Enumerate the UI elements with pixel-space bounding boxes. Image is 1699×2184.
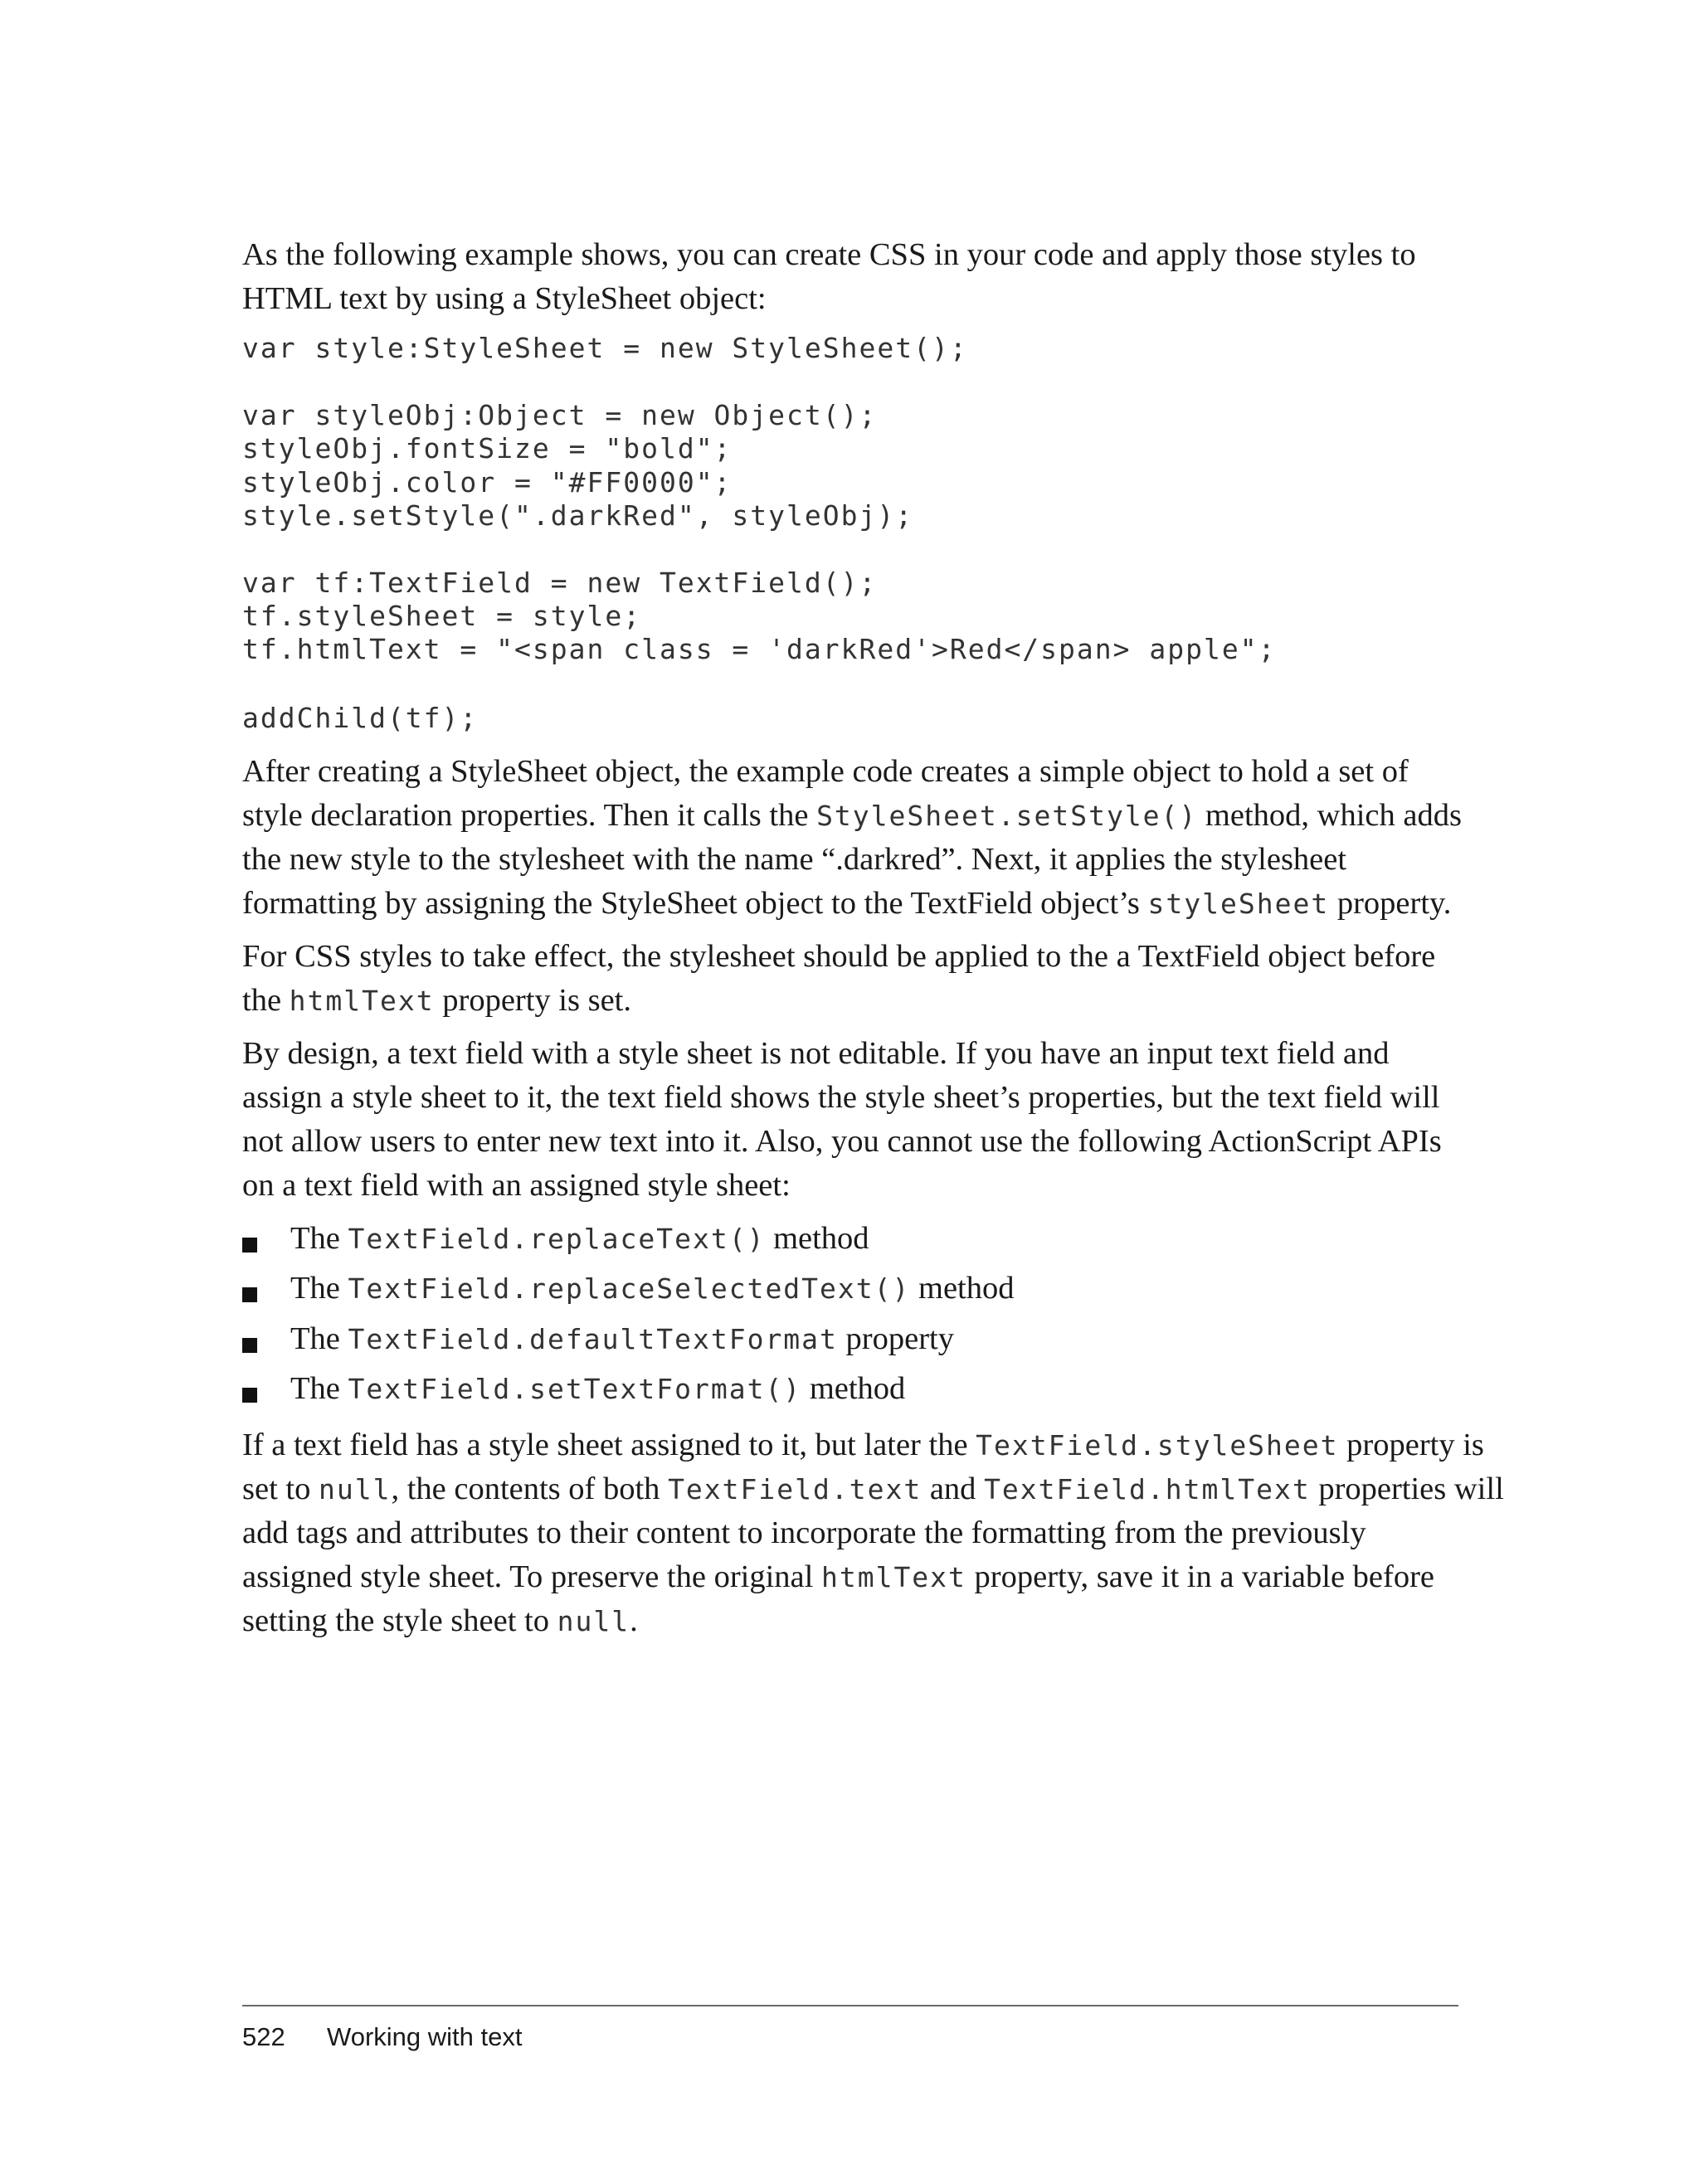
text-run: . xyxy=(630,1603,638,1638)
para4-line-4 xyxy=(242,1561,1434,1593)
text-run: method xyxy=(765,1221,869,1256)
bullet-item-4 xyxy=(290,1373,905,1405)
inline-code: styleSheet xyxy=(1147,888,1330,920)
para2-line-1: For CSS styles to take effect, the stylesheet should be applied to the a TextField object before xyxy=(242,939,1436,974)
code-line-4: styleObj.color = "#FF0000"; xyxy=(242,466,733,499)
inline-code: null xyxy=(318,1473,392,1505)
inline-code: TextField.text xyxy=(668,1473,923,1505)
text-run: the xyxy=(242,983,290,1018)
inline-code: htmlText xyxy=(289,985,435,1017)
text-run: property. xyxy=(1329,886,1452,921)
para3-line-2: assign a style sheet to it, the text field shows the style sheet’s properties, but the text field will xyxy=(242,1080,1440,1115)
text-run: The xyxy=(290,1371,348,1406)
text-run: The xyxy=(290,1271,348,1306)
text-run: and xyxy=(922,1471,985,1506)
text-run: set to xyxy=(242,1471,319,1506)
inline-code: TextField.htmlText xyxy=(984,1473,1311,1505)
inline-code: TextField.replaceSelectedText() xyxy=(348,1272,911,1305)
para1-line-1: After creating a StyleSheet object, the example code creates a simple object to hold a set of xyxy=(242,754,1409,789)
bullet-item-3 xyxy=(290,1323,954,1355)
bullet-marker xyxy=(242,1238,257,1253)
footer-divider xyxy=(242,2005,1458,2006)
text-run: , the contents of both xyxy=(391,1471,669,1506)
bullet-marker xyxy=(242,1388,257,1403)
para1-line-3: the new style to the stylesheet with the name “.darkred”. Next, it applies the stylesheet xyxy=(242,842,1347,877)
code-line-2: var styleObj:Object = new Object(); xyxy=(242,399,878,431)
inline-code: htmlText xyxy=(820,1561,966,1593)
para1-line-2 xyxy=(242,800,1462,832)
code-line-6: var tf:TextField = new TextField(); xyxy=(242,567,878,599)
bullet-marker xyxy=(242,1338,257,1353)
code-line-1: var style:StyleSheet = new StyleSheet(); xyxy=(242,332,968,364)
para3-line-3: not allow users to enter new text into it. Also, you cannot use the following ActionScript APIs xyxy=(242,1124,1442,1159)
text-run: setting the style sheet to xyxy=(242,1603,557,1638)
inline-code: TextField.replaceText() xyxy=(348,1223,766,1255)
code-line-7: tf.styleSheet = style; xyxy=(242,600,642,632)
section-title: Working with text xyxy=(327,2022,523,2051)
text-run: property is set. xyxy=(434,983,631,1018)
text-run: method xyxy=(801,1371,906,1406)
para1-line-4 xyxy=(242,888,1451,920)
text-run: method xyxy=(910,1271,1015,1306)
para4-line-1 xyxy=(242,1429,1484,1462)
inline-code: null xyxy=(557,1605,630,1637)
bullet-item-2 xyxy=(290,1272,1015,1305)
code-line-3: styleObj.fontSize = "bold"; xyxy=(242,432,733,465)
code-line-9: addChild(tf); xyxy=(242,702,479,734)
text-run: The xyxy=(290,1321,348,1356)
bullet-item-1 xyxy=(290,1223,869,1255)
text-run: property, save it in a variable before xyxy=(966,1559,1434,1594)
inline-code: TextField.styleSheet xyxy=(976,1429,1339,1462)
para4-line-5 xyxy=(242,1605,638,1637)
code-line-5: style.setStyle(".darkRed", styleObj); xyxy=(242,499,914,532)
para4-line-2 xyxy=(242,1473,1504,1505)
intro-line-2: HTML text by using a StyleSheet object: xyxy=(242,281,767,316)
inline-code: TextField.defaultTextFormat xyxy=(348,1323,838,1355)
code-line-8: tf.htmlText = "<span class = 'darkRed'>Red</span> apple"; xyxy=(242,633,1277,665)
text-run: formatting by assigning the StyleSheet object to the TextField object’s xyxy=(242,886,1148,921)
text-run: method, which adds xyxy=(1197,798,1462,833)
para2-line-2 xyxy=(242,985,631,1017)
text-run: If a text field has a style sheet assigned to it, but later the xyxy=(242,1428,976,1462)
text-run: assigned style sheet. To preserve the original xyxy=(242,1559,821,1594)
text-run: style declaration properties. Then it calls the xyxy=(242,798,817,833)
text-run: property is xyxy=(1338,1428,1484,1462)
text-run: properties will xyxy=(1310,1471,1504,1506)
intro-line-1: As the following example shows, you can create CSS in your code and apply those styles to xyxy=(242,237,1416,272)
para3-line-4: on a text field with an assigned style sheet: xyxy=(242,1168,791,1203)
inline-code: TextField.setTextFormat() xyxy=(348,1373,802,1405)
page-number: 522 xyxy=(242,2022,285,2051)
text-run: property xyxy=(837,1321,954,1356)
text-run: The xyxy=(290,1221,348,1256)
para3-line-1: By design, a text field with a style sheet is not editable. If you have an input text field and xyxy=(242,1036,1390,1071)
inline-code: StyleSheet.setStyle() xyxy=(816,800,1198,832)
bullet-marker xyxy=(242,1287,257,1302)
para4-line-3: add tags and attributes to their content to incorporate the formatting from the previously xyxy=(242,1515,1366,1550)
